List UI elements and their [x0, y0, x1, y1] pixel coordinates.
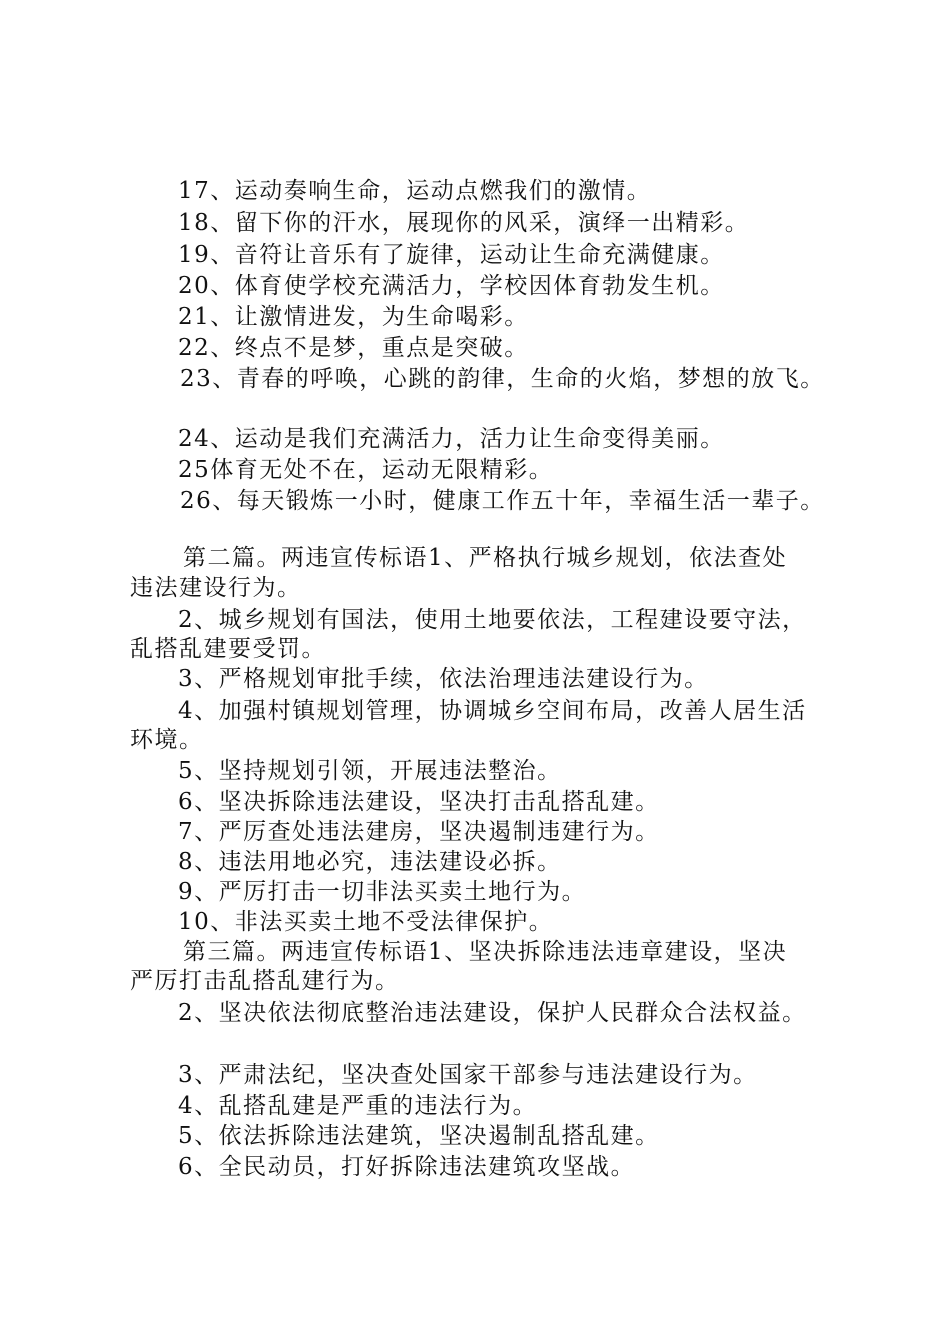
text-line: 3、严肃法纪，坚决查处国家干部参与违法建设行为。	[178, 1062, 758, 1088]
text-line: 17、运动奏响生命，运动点燃我们的激情。	[178, 178, 652, 204]
text-line: 8、违法用地必究，违法建设必拆。	[178, 849, 562, 875]
text-line: 18、留下你的汗水，展现你的风采，演绎一出精彩。	[178, 210, 750, 236]
text-line: 乱搭乱建要受罚。	[130, 636, 326, 662]
text-line: 7、严厉查处违法建房，坚决遏制违建行为。	[178, 819, 660, 845]
text-line: 6、全民动员，打好拆除违法建筑攻坚战。	[178, 1154, 636, 1180]
text-line: 违法建设行为。	[130, 575, 302, 601]
text-line: 5、坚持规划引领，开展违法整治。	[178, 758, 562, 784]
text-line: 24、运动是我们充满活力，活力让生命变得美丽。	[178, 426, 725, 452]
section-heading: 第三篇。两违宣传标语1、坚决拆除违法违章建设，坚决	[183, 939, 788, 965]
text-line: 25体育无处不在，运动无限精彩。	[178, 457, 554, 483]
text-line: 19、音符让音乐有了旋律，运动让生命充满健康。	[178, 242, 725, 268]
text-line: 4、乱搭乱建是严重的违法行为。	[178, 1093, 538, 1119]
text-line: 9、严厉打击一切非法买卖土地行为。	[178, 879, 587, 905]
text-line: 3、严格规划审批手续，依法治理违法建设行为。	[178, 666, 709, 692]
section-heading: 第二篇。两违宣传标语1、严格执行城乡规划，依法查处	[183, 545, 788, 571]
text-line: 22、终点不是梦，重点是突破。	[178, 335, 529, 361]
text-line: 严厉打击乱搭乱建行为。	[130, 968, 400, 994]
text-line: 5、依法拆除违法建筑，坚决遏制乱搭乱建。	[178, 1123, 660, 1149]
text-line: 10、非法买卖土地不受法律保护。	[178, 909, 554, 935]
text-line: 环境。	[130, 727, 204, 753]
text-line: 20、体育使学校充满活力，学校因体育勃发生机。	[178, 273, 725, 299]
text-line: 26、每天锻炼一小时，健康工作五十年，幸福生活一辈子。	[180, 488, 825, 514]
text-line: 2、坚决依法彻底整治违法建设，保护人民群众合法权益。	[178, 1000, 807, 1026]
text-line: 6、坚决拆除违法建设，坚决打击乱搭乱建。	[178, 789, 660, 815]
text-line: 2、城乡规划有国法，使用土地要依法，工程建设要守法，	[178, 607, 807, 633]
text-line: 4、加强村镇规划管理，协调城乡空间布局，改善人居生活	[178, 698, 807, 724]
text-line: 23、青春的呼唤，心跳的韵律，生命的火焰，梦想的放飞。	[180, 366, 825, 392]
text-line: 21、让激情进发，为生命喝彩。	[178, 304, 529, 330]
